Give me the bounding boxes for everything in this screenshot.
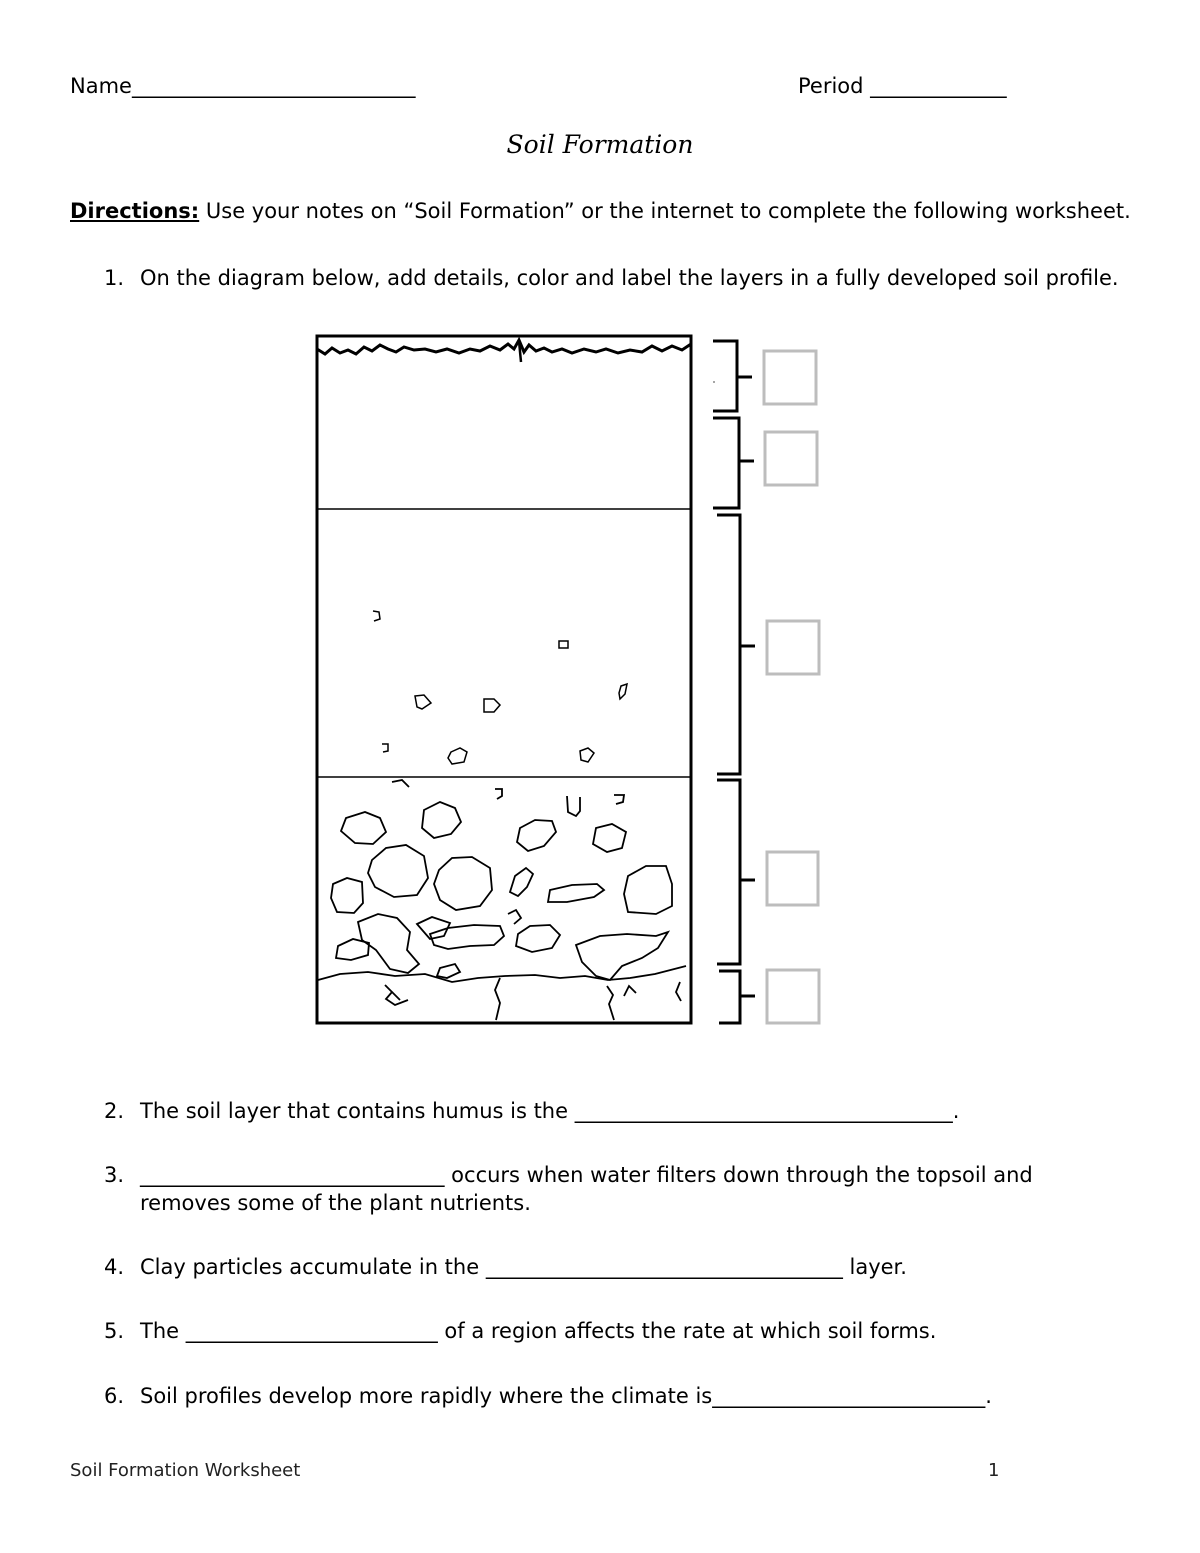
profile-outline [317,336,691,1023]
page-title: Soil Formation [506,130,694,159]
question-number: 6. [104,1384,125,1408]
organic-litter-line [317,340,691,354]
question-2 [0,1097,1200,1127]
question-text: The soil layer that contains humus is the ____________________________________. [140,1099,960,1123]
weathered-rock-fragments [318,780,686,1020]
bracket-3 [717,515,740,774]
page-number: 1 [988,1460,1000,1481]
bracket-2 [713,418,739,508]
label-box-4 [767,852,818,905]
question-number: 5. [104,1319,125,1343]
name-field-label: Name___________________________ [70,74,416,98]
subsoil-pebbles [373,611,627,764]
question-number: 1. [104,266,125,290]
question-text: The ________________________ of a region affects the rate at which soil forms. [140,1319,937,1343]
question-5 [0,1317,1200,1347]
label-box-1 [764,351,816,404]
layer-brackets [713,341,755,1023]
bracket-5 [719,971,740,1023]
directions-text: Use your notes on “Soil Formation” or the internet to complete the following worksheet. [199,199,1131,223]
question-4 [0,1253,1200,1283]
label-box-3 [767,621,819,674]
question-text: On the diagram below, add details, color and label the layers in a fully developed soil profile. [140,266,1119,290]
label-boxes [764,351,819,1023]
footer-title: Soil Formation Worksheet [70,1460,301,1481]
question-3 [0,1161,1200,1221]
bracket-1 [713,341,737,411]
question-text: _____________________________ occurs when water filters down through the topsoil and removes some of the plant nutrients. [140,1163,1033,1215]
question-number: 3. [104,1163,125,1187]
label-box-5 [767,970,819,1023]
directions-label: Directions: [70,199,200,223]
question-text: Soil profiles develop more rapidly where the climate is__________________________. [140,1384,992,1408]
period-field-label: Period _____________ [798,74,1007,98]
bracket-4 [717,780,740,964]
question-number: 4. [104,1255,125,1279]
label-box-2 [765,432,817,485]
question-text: Clay particles accumulate in the __________________________________ layer. [140,1255,907,1279]
question-6 [0,1382,1200,1412]
question-number: 2. [104,1099,125,1123]
